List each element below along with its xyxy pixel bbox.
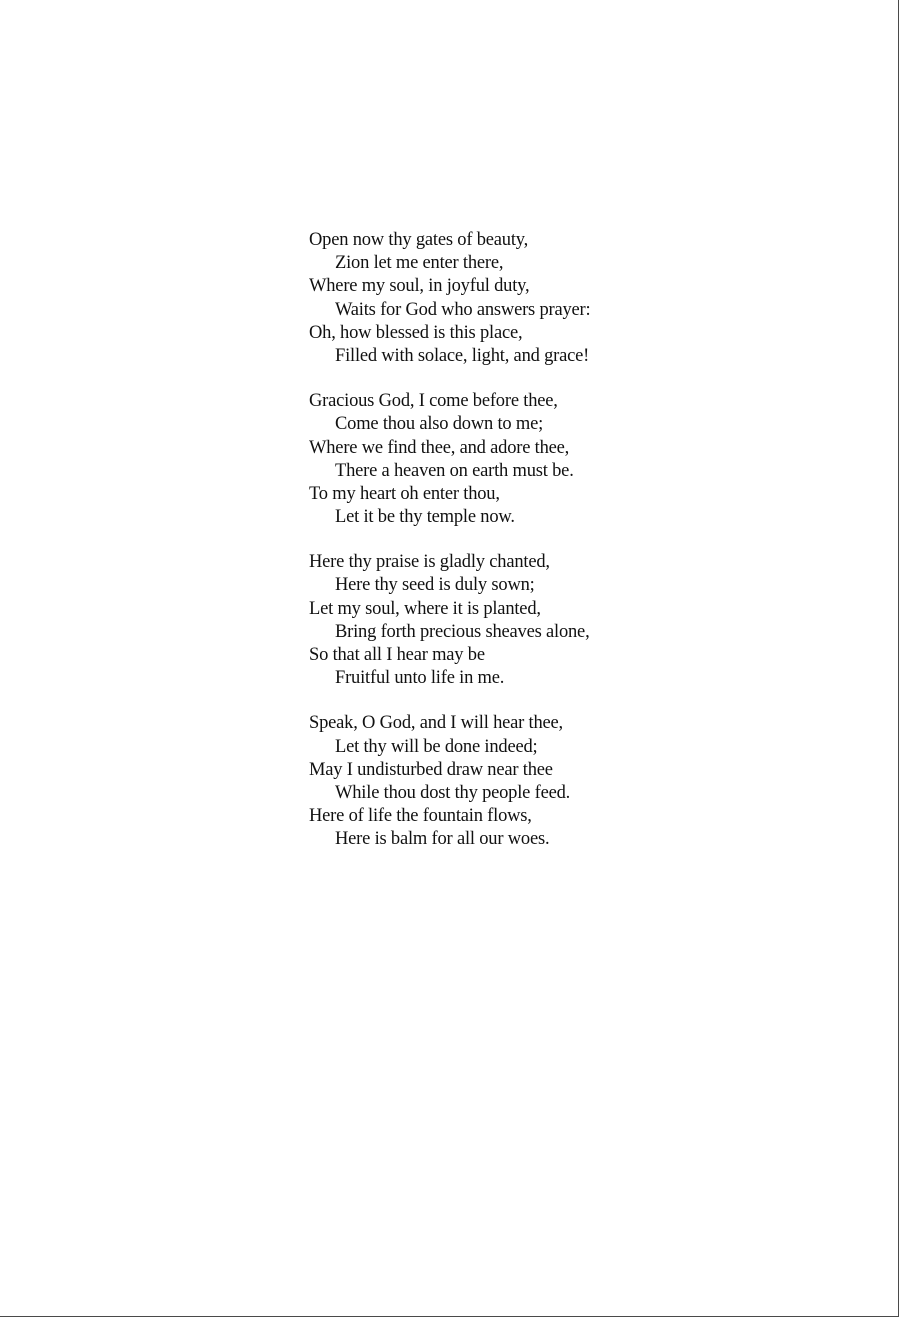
verse-line: Open now thy gates of beauty, [309, 230, 529, 250]
verse-line: Here is balm for all our woes. [335, 829, 550, 850]
verse-line: Let it be thy temple now. [335, 507, 515, 528]
verse-line: There a heaven on earth must be. [335, 460, 574, 481]
verse-line: Oh, how blessed is this place, [309, 322, 523, 343]
verse-line: Bring forth precious sheaves alone, [335, 621, 590, 642]
stanza-2 [309, 390, 689, 529]
verse-line: Here thy seed is duly sown; [335, 575, 535, 596]
verse-line: Fruitful unto life in me. [335, 668, 505, 689]
verse-line: Where we find thee, and adore thee, [309, 437, 570, 458]
verse-line: Come thou also down to me; [335, 414, 544, 435]
verse-line: Speak, O God, and I will hear thee, [309, 713, 563, 734]
verse-line: Where my soul, in joyful duty, [309, 276, 530, 297]
verse-line: While thou dost thy people feed. [335, 782, 571, 803]
verse-line: Waits for God who answers prayer: [335, 299, 591, 320]
verse-line: Here thy praise is gladly chanted, [309, 552, 550, 573]
verse-line: Zion let me enter there, [335, 253, 504, 274]
verse-line: So that all I hear may be [309, 645, 485, 665]
verse-line: Filled with solace, light, and grace! [335, 345, 590, 366]
verse-line: Let my soul, where it is planted, [309, 598, 541, 619]
hymn-text [309, 229, 689, 874]
stanza-3 [309, 551, 689, 690]
verse-line: May I undisturbed draw near thee [309, 759, 553, 780]
stanza-1 [309, 229, 689, 368]
verse-line: To my heart oh enter thou, [309, 483, 500, 504]
verse-line: Gracious God, I come before thee, [309, 391, 558, 412]
stanza-4 [309, 712, 689, 851]
verse-line: Here of life the fountain flows, [309, 806, 532, 827]
verse-line: Let thy will be done indeed; [335, 736, 538, 757]
